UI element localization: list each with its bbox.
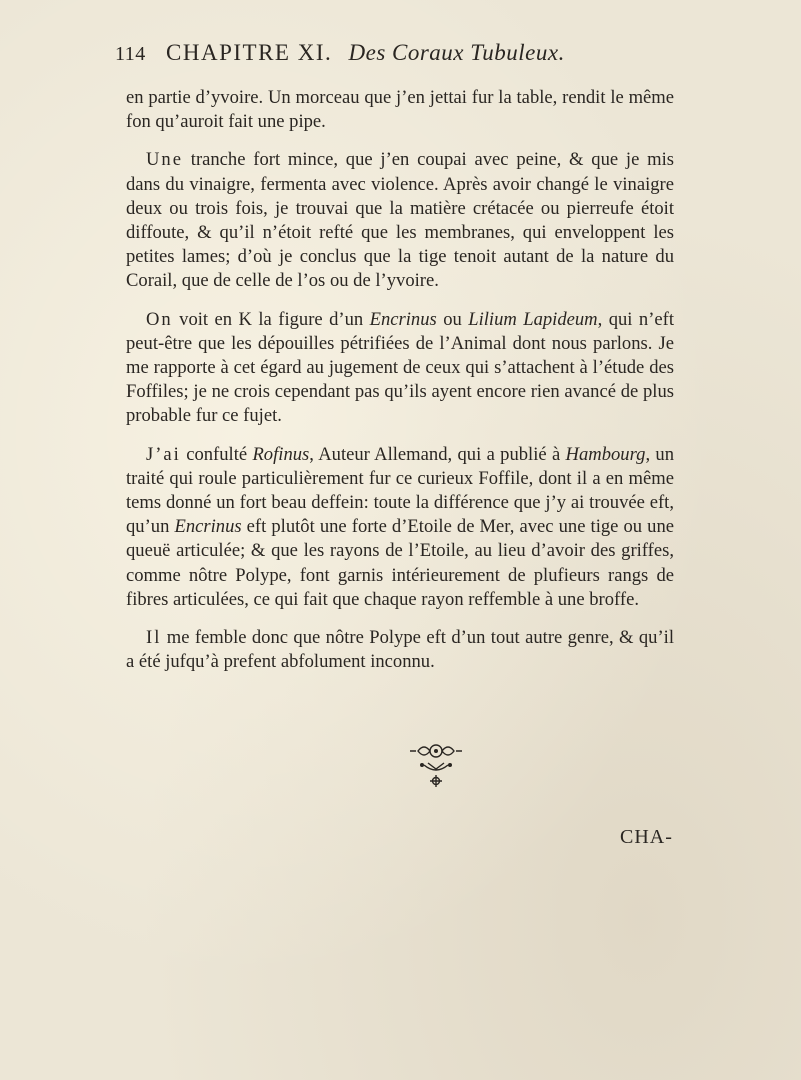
printers-ornament-icon	[400, 733, 472, 805]
paragraph-3-text-c: , qui n’eft peut-être que les dépouilles pétrifiées de l’Animal dont nous parlons. Je me rapporte à cet égard au jugement de ceux qui s’attachent à l’étude des Foffiles; je ne crois cependant pas qu’ils ayent encore rien avancé de plus probable fur ce fujet.	[126, 308, 675, 427]
paragraph-4-text-b: , Auteur Allemand, qui a publié à	[309, 443, 566, 465]
paragraph-4-italic-2: Hambourg	[565, 443, 646, 465]
paragraph-4-text-a: confulté	[180, 443, 253, 465]
paragraph-3-lead: On	[146, 308, 173, 330]
paragraph-1	[126, 86, 674, 134]
paragraph-2-lead: Une	[146, 149, 183, 171]
paragraph-3-italic-1: Encrinus	[369, 308, 437, 330]
paragraph-4-text-c: , un traité qui roule particulièrement fur ce curieux Foffile, dont il a en même tems donné un fort beau deffein: toute la différence que j’y ai trouvée eft, qu’un	[126, 443, 675, 538]
paragraph-5-text: me femble donc que nôtre Polype eft d’un tout autre genre, & qu’il a été jufqu’à prefent abfolument inconnu.	[126, 627, 674, 673]
paragraph-5	[126, 626, 674, 674]
body-text	[126, 86, 674, 688]
paragraph-4-lead: J’ai	[146, 443, 181, 465]
chapter-title: CHAPITRE XI.	[166, 40, 333, 65]
paragraph-4-text-d: eft plutôt une forte d’Etoile de Mer, avec une tige ou une queuë articulée; & que les rayons de l’Etoile, au lieu d’avoir des griffes, comme nôtre Polype, font garnis intérieurement de plufieurs rangs de fibres articulées, ce qui fait que chaque rayon reffemble à une broffe.	[126, 516, 675, 610]
paragraph-4-italic-1: Rofinus	[252, 443, 310, 465]
catchword: CHA-	[620, 826, 673, 848]
paragraph-3-text-b: ou	[436, 308, 469, 330]
paragraph-2	[126, 148, 674, 293]
paragraph-4	[126, 443, 674, 612]
paragraph-1-text: en partie d’yvoire. Un morceau que j’en jettai fur la table, rendit le même fon qu’auroit fait une pipe.	[126, 87, 674, 133]
paragraph-5-lead: Il	[146, 627, 162, 649]
paragraph-3-text-a: voit en K la figure d’un	[172, 308, 370, 330]
running-header	[115, 40, 675, 66]
paragraph-2-text: tranche fort mince, que j’en coupai avec peine, & que je mis dans du vinaigre, fermenta avec violence. Après avoir changé le vinaigre deux ou trois fois, je trouvai que la matière crétacée ou pierreufe étoit diffoute, & qu’il n’étoit refté que les membranes, qui enveloppent les petites lames; d’où je conclus que la tige tenoit autant de la nature du Corail, que de celle de l’os ou de l’yvoire.	[126, 149, 674, 292]
paragraph-3	[126, 308, 674, 429]
page-number: 114	[115, 43, 146, 65]
paragraph-4-italic-3: Encrinus	[174, 516, 242, 538]
paragraph-3-italic-2: Lilium Lapideum	[468, 308, 598, 330]
chapter-subtitle: Des Coraux Tubuleux.	[348, 40, 565, 65]
